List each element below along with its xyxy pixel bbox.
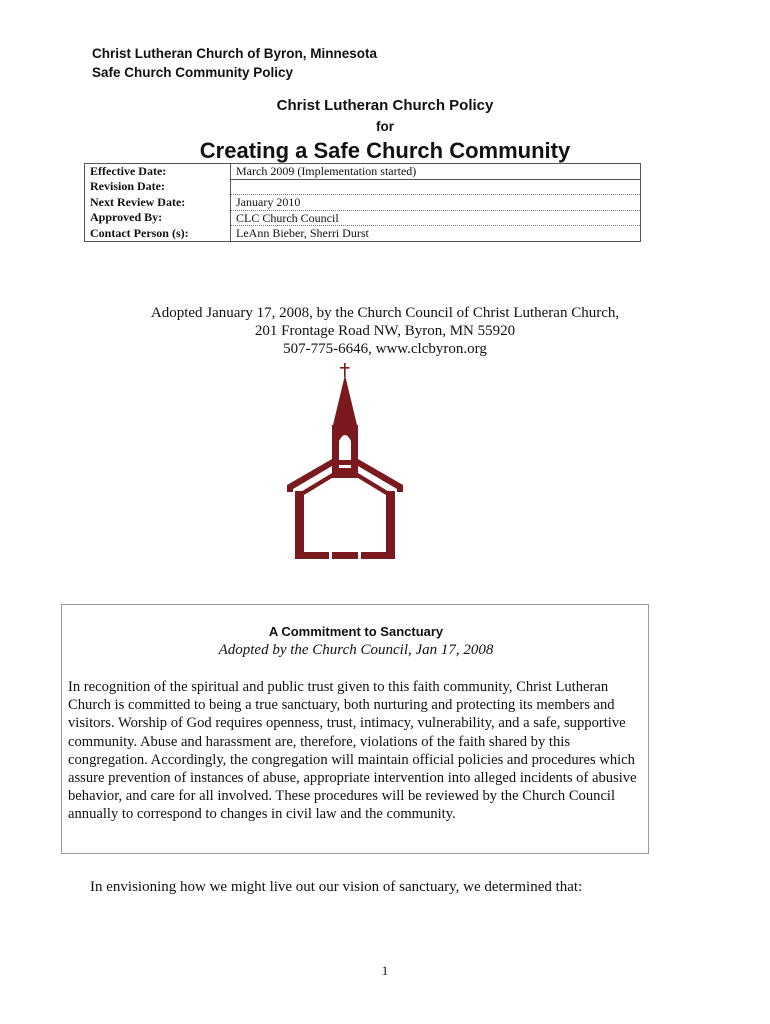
adoption-statement xyxy=(0,304,770,358)
org-name: Christ Lutheran Church of Byron, Minnesota xyxy=(92,46,378,61)
page-number: 1 xyxy=(381,963,389,978)
revision-date-label: Revision Date: xyxy=(85,179,231,195)
effective-date-label: Effective Date: xyxy=(85,164,231,180)
commitment-box xyxy=(61,604,649,854)
commitment-subtitle: Adopted by the Church Council, Jan 17, 2008 xyxy=(218,642,494,658)
address-line: 201 Frontage Road NW, Byron, MN 55920 xyxy=(254,323,516,339)
approved-by-label: Approved By: xyxy=(85,210,231,226)
contact-person-value: LeAnn Bieber, Sherri Durst xyxy=(231,226,641,242)
approved-by-value: CLC Church Council xyxy=(231,210,641,226)
table-row xyxy=(85,226,641,242)
policy-metadata-table xyxy=(84,163,641,242)
page-title: Creating a Safe Church Community xyxy=(199,138,571,163)
table-row xyxy=(85,164,641,180)
revision-date-value xyxy=(231,179,641,195)
table-row xyxy=(85,195,641,211)
envision-paragraph: In envisioning how we might live out our vision of sanctuary, we determined that: xyxy=(90,879,583,895)
contact-line: 507-775-6646, www.clcbyron.org xyxy=(283,341,487,357)
next-review-label: Next Review Date: xyxy=(85,195,231,211)
table-row xyxy=(85,179,641,195)
document-header xyxy=(92,44,377,82)
table-row xyxy=(85,210,641,226)
policy-name: Safe Church Community Policy xyxy=(92,65,294,80)
commitment-body: In recognition of the spiritual and public trust given to this faith community, Christ Lutheran Church is committed to being a true sanctuary, both nurturing and protecting its members and visitors. Worship of God requires openness, trust, intimacy, vulnerability, and a safe, supportive community. Abuse and harassment are, therefore, violations of the faith shared by this congregation. Accordingly, the congregation will maintain official policies and procedures which assure prevention of instances of abuse, appropriate intervention into alleged incidents of abusive behavior, and care for all involved. These procedures will be reviewed by the Church Council annually to correspond to changes in civil law and the community. xyxy=(68,679,637,823)
policy-title-line2: for xyxy=(376,119,394,134)
church-steeple-icon xyxy=(285,363,405,568)
policy-title-line1: Christ Lutheran Church Policy xyxy=(276,97,494,114)
effective-date-value: March 2009 (Implementation started) xyxy=(231,164,641,180)
adoption-line: Adopted January 17, 2008, by the Church Council of Christ Lutheran Church, xyxy=(150,305,620,321)
commitment-title: A Commitment to Sanctuary xyxy=(268,624,444,639)
next-review-value: January 2010 xyxy=(231,195,641,211)
contact-person-label: Contact Person (s): xyxy=(85,226,231,242)
